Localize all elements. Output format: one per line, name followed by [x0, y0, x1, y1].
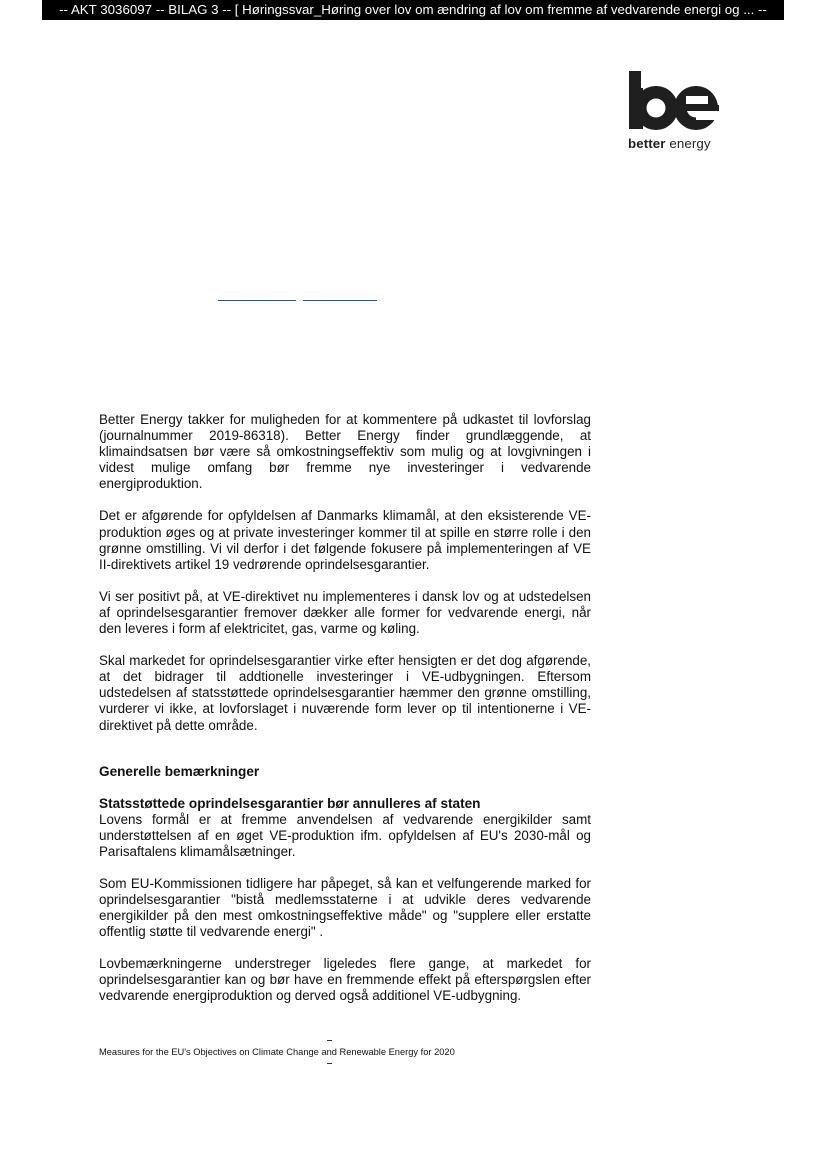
intro-paragraph: Skal markedet for oprindelsesgarantier virke efter hensigten er det dog afgørende, at det bidrager til addtionelle investeringer i VE-udbygningen. Eftersom udstedelsen af statsstøttede oprindelsesgarantier hæmmer den grønne omstilling, vurderer vi ikke, at lovforslaget i nuværende form lever op til intentionerne i VE-direktivet på dette område. — [99, 653, 591, 733]
better-energy-logo — [626, 68, 726, 158]
intro-paragraph: Vi ser positivt på, at VE-direktivet nu implementeres i dansk lov og at udstedelsen af oprindelsesgarantier fremover dækker alle former for vedvarende energi, når den leveres i form af elektricitet, gas, varme og køling. — [99, 588, 591, 637]
email-link-1[interactable] — [218, 286, 296, 301]
subsection-heading: Statsstøttede oprindelsesgarantier bør annulleres af staten — [99, 795, 481, 811]
section-paragraph: Lovbemærkningerne understreger ligeledes flere gange, at markedet for oprindelsesgarantier kan og bør have en fremmende effekt på efterspørgslen efter vedvarende energiproduktion og derved også additionel VE-udbygning. — [99, 956, 591, 1004]
logo-tagline: better energy — [628, 136, 711, 151]
section-heading: Generelle bemærkninger — [99, 763, 260, 779]
footnote-separator — [327, 1040, 332, 1041]
document-stamp-banner: -- AKT 3036097 -- BILAG 3 -- [ Høringssvar_Høring over lov om ændring af lov om fremme af vedvarende energi og ... -- — [42, 0, 784, 20]
email-link-2[interactable] — [303, 286, 377, 301]
section-paragraph: Som EU-Kommissionen tidligere har påpeget, så kan et velfungerende marked for oprindelsesgarantier "bistå medlemsstaterne i at udvikle deres vedvarende energikilder på den mest omkostningseffektive måde" og "supplere eller erstatte offentlig støtte til vedvarende energi" . — [99, 875, 591, 940]
footnote: Measures for the EU's Objectives on Climate Change and Renewable Energy for 2020 — [99, 1047, 455, 1057]
footnote-separator — [327, 1063, 332, 1064]
intro-paragraph: Better Energy takker for muligheden for at kommentere på udkastet til lovforslag (journalnummer 2019-86318). Better Energy finder grundlæggende, at klimaindsatsen bør være så omkostningseffektiv som mulig og at lovgivningen i videst mulige omfang bør fremme nye investeringer i vedvarende energiproduktion. — [99, 412, 591, 492]
be-wordmark-icon — [626, 68, 722, 132]
section-paragraph: Lovens formål er at fremme anvendelsen af vedvarende energikilder samt understøttelsen af en øget VE-produktion ifm. opfyldelsen af EU's 2030-mål og Parisaftalens klimamålsætninger. — [99, 811, 591, 859]
letter-body — [99, 412, 591, 1021]
intro-paragraph: Det er afgørende for opfyldelsen af Danmarks klimamål, at den eksisterende VE-produktion øges og at private investeringer kommer til at spille en større rolle i den grønne omstilling. Vi vil derfor i det følgende fokusere på implementeringen af VE II-direktivets artikel 19 vedrørende oprindelsesgarantier. — [99, 508, 591, 572]
